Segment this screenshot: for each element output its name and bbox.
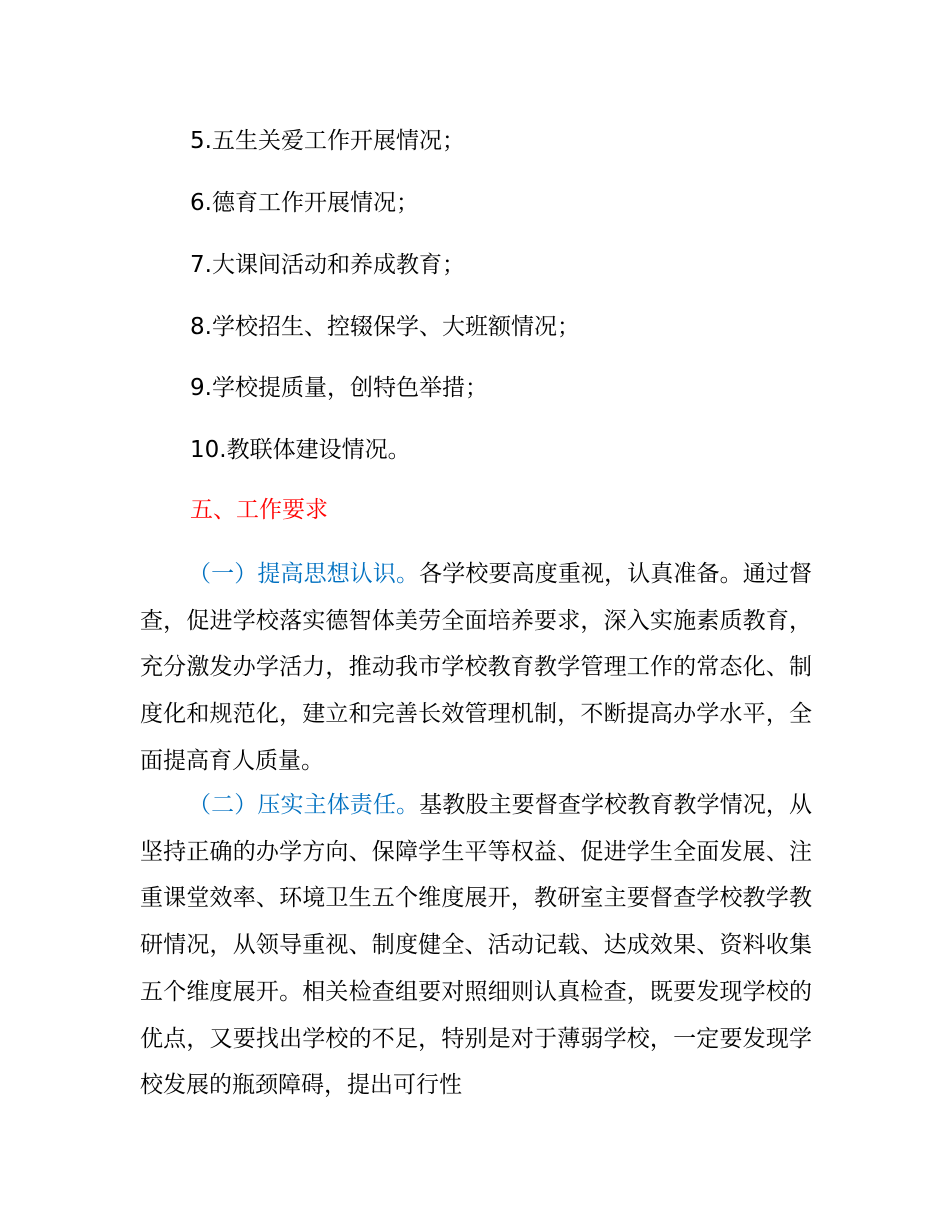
paragraph-body: 各学校要高度重视，认真准备。通过督查，促进学校落实德智体美劳全面培养要求，深入实施素质教育，充分激发办学活力，推动我市学校教育教学管理工作的常态化、制度化和规范化，建立和完善长效管理机制，不断提高办学水平，全面提高育人质量。: [140, 561, 813, 774]
list-item: 10.教联体建设情况。: [190, 437, 411, 463]
list-item: 6.德育工作开展情况；: [190, 190, 419, 216]
paragraph-lead: （一）提高思想认识。: [188, 561, 420, 587]
paragraph-body: 基教股主要督查学校教育教学情况，从坚持正确的办学方向、保障学生平等权益、促进学生全面发展、注重课堂效率、环境卫生五个维度展开，教研室主要督查学校教学教研情况，从领导重视、制度健全、活动记载、达成效果、资料收集五个维度展开。相关检查组要对照细则认真检查，既要发现学校的优点，又要找出学校的不足，特别是对于薄弱学校，一定要发现学校发展的瓶颈障碍，提出可行性: [140, 792, 813, 1099]
paragraph: [140, 551, 812, 785]
list-item: 7.大课间活动和养成教育；: [190, 252, 465, 278]
list-item: 9.学校提质量，创特色举措；: [190, 375, 488, 401]
paragraph: [140, 782, 812, 1109]
list-item: 5.五生关爱工作开展情况；: [190, 128, 465, 154]
section-heading: 五、工作要求: [190, 497, 328, 523]
paragraph-lead: （二）压实主体责任。: [188, 792, 420, 818]
list-item: 8.学校招生、控辍保学、大班额情况；: [190, 314, 580, 340]
